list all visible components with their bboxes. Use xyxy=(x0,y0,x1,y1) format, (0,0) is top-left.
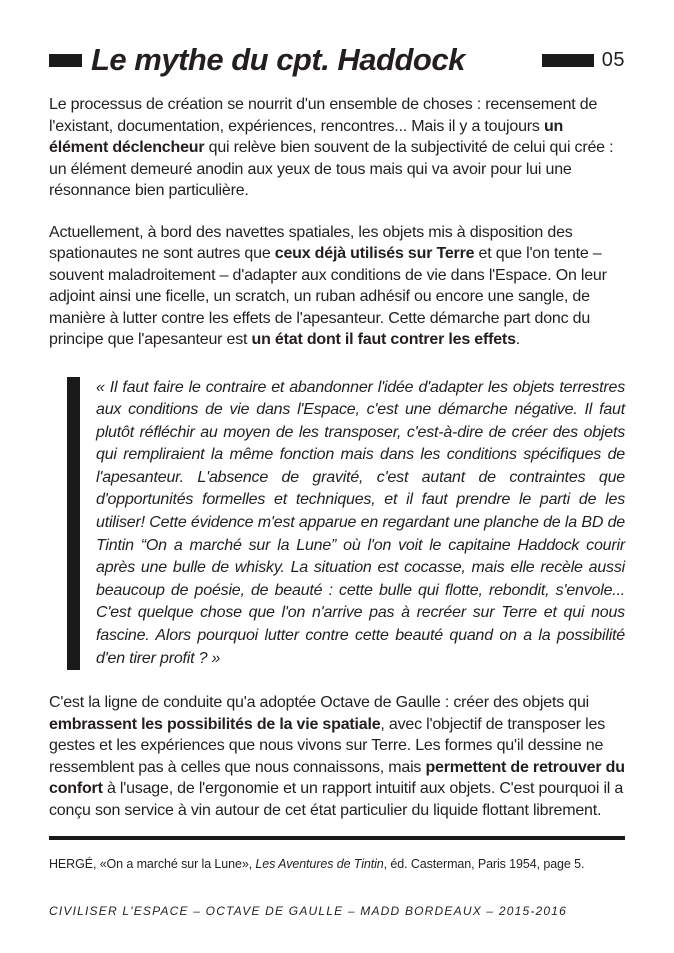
quote-text: « Il faut faire le contraire et abandonner l'idée d'adapter les objets terrestres aux conditions de vie dans l'Espace, c'est une démarche négative. Il faut plutôt réfléchir au moyen de les transposer, c'est-à-dire de créer des objets qui rempliraient la même fonction mais dans les conditions spécifiques de l'apesanteur. L'absence de gravité, c'est autant de contraintes que d'opportunités formelles et techniques, et il faut prendre le parti de les utiliser! Cette évidence m'est apparue en regardant une planche de la BD de Tintin “On a marché sur la Lune” où l'on voit le capitaine Haddock courir après une bulle de whisky. La situation est cocasse, mais elle recèle aussi beaucoup de poésie, de beauté : cette bulle qui flotte, rebondit, s'envole... C'est quelque chose que l'on n'arrive pas à recréer sur Terre et qui nous fascine. Alors pourquoi lutter contre cette beauté quand on a la possibilité d'en tirer profit ? » xyxy=(96,378,625,667)
paragraph-context xyxy=(49,222,625,351)
bold-phrase-terre: ceux déjà utilisés sur Terre xyxy=(274,245,475,262)
text-segment: . xyxy=(515,331,521,348)
bold-phrase-confort: permettent de retrouver du confort xyxy=(49,758,625,798)
paragraph-intro xyxy=(49,94,625,202)
text-segment: C'est la ligne de conduite qu'a adoptée Octave de Gaulle : créer des objets qui xyxy=(49,694,589,712)
text-segment: , avec l'objectif de transposer les gestes et les expériences que nous vivons sur Terre. Les formes qu'il dessine ne ressemblent pas à celles que nous connaissons, mais xyxy=(49,715,606,776)
footer-credit: CIVILISER L'ESPACE – OCTAVE DE GAULLE – MADD BORDEAUX – 2015-2016 xyxy=(49,904,568,919)
paragraph-conclusion xyxy=(49,692,625,821)
page-header xyxy=(49,42,625,78)
title-rule-right xyxy=(542,54,594,67)
quote-block xyxy=(67,377,625,671)
footnote-segment: HERGÉ, «On a marché sur la Lune», xyxy=(49,857,256,872)
bold-phrase-etat: un état dont il faut contrer les effets xyxy=(251,331,516,348)
title-rule-left xyxy=(49,54,82,67)
text-segment: Le processus de création se nourrit d'un ensemble de choses : recensement de l'existant, documentation, expériences, rencontres... Mais il y a toujours xyxy=(49,96,598,135)
footnote xyxy=(49,857,625,871)
quote-bar xyxy=(67,377,80,671)
footnote-work-title: Les Aventures de Tintin xyxy=(255,857,384,872)
text-segment: et que l'on tente – souvent maladroitement – d'adapter aux conditions de vie dans l'Espace. On leur adjoint ainsi une ficelle, un scratch, un ruban adhésif ou encore une sangle, de manière à lutter contre les effets de l'apesanteur. Cette démarche part donc du principe que l'apesanteur est xyxy=(49,245,607,348)
bold-phrase-declencheur: un élément déclencheur xyxy=(49,117,564,156)
page-title: Le mythe du cpt. Haddock xyxy=(91,42,465,77)
footnote-rule xyxy=(49,836,625,840)
text-segment: à l'usage, de l'ergonomie et un rapport intuitif aux objets. C'est pourquoi il a conçu son service à vin autour de cet état particulier du liquide flottant librement. xyxy=(49,780,624,819)
footnote-segment: , éd. Casterman, Paris 1954, page 5. xyxy=(383,857,585,872)
page-number: 05 xyxy=(601,48,625,71)
text-segment: qui relève bien souvent de la subjectivité de celui qui crée : un élément demeuré anodin aux yeux de tous mais qui va avoir pour lui une résonnance bien particulière. xyxy=(49,139,614,199)
bold-phrase-vie-spatiale: embrassent les possibilités de la vie spatiale xyxy=(49,715,381,733)
text-segment: Actuellement, à bord des navettes spatiales, les objets mis à disposition des spationautes ne sont autres que xyxy=(49,223,573,262)
